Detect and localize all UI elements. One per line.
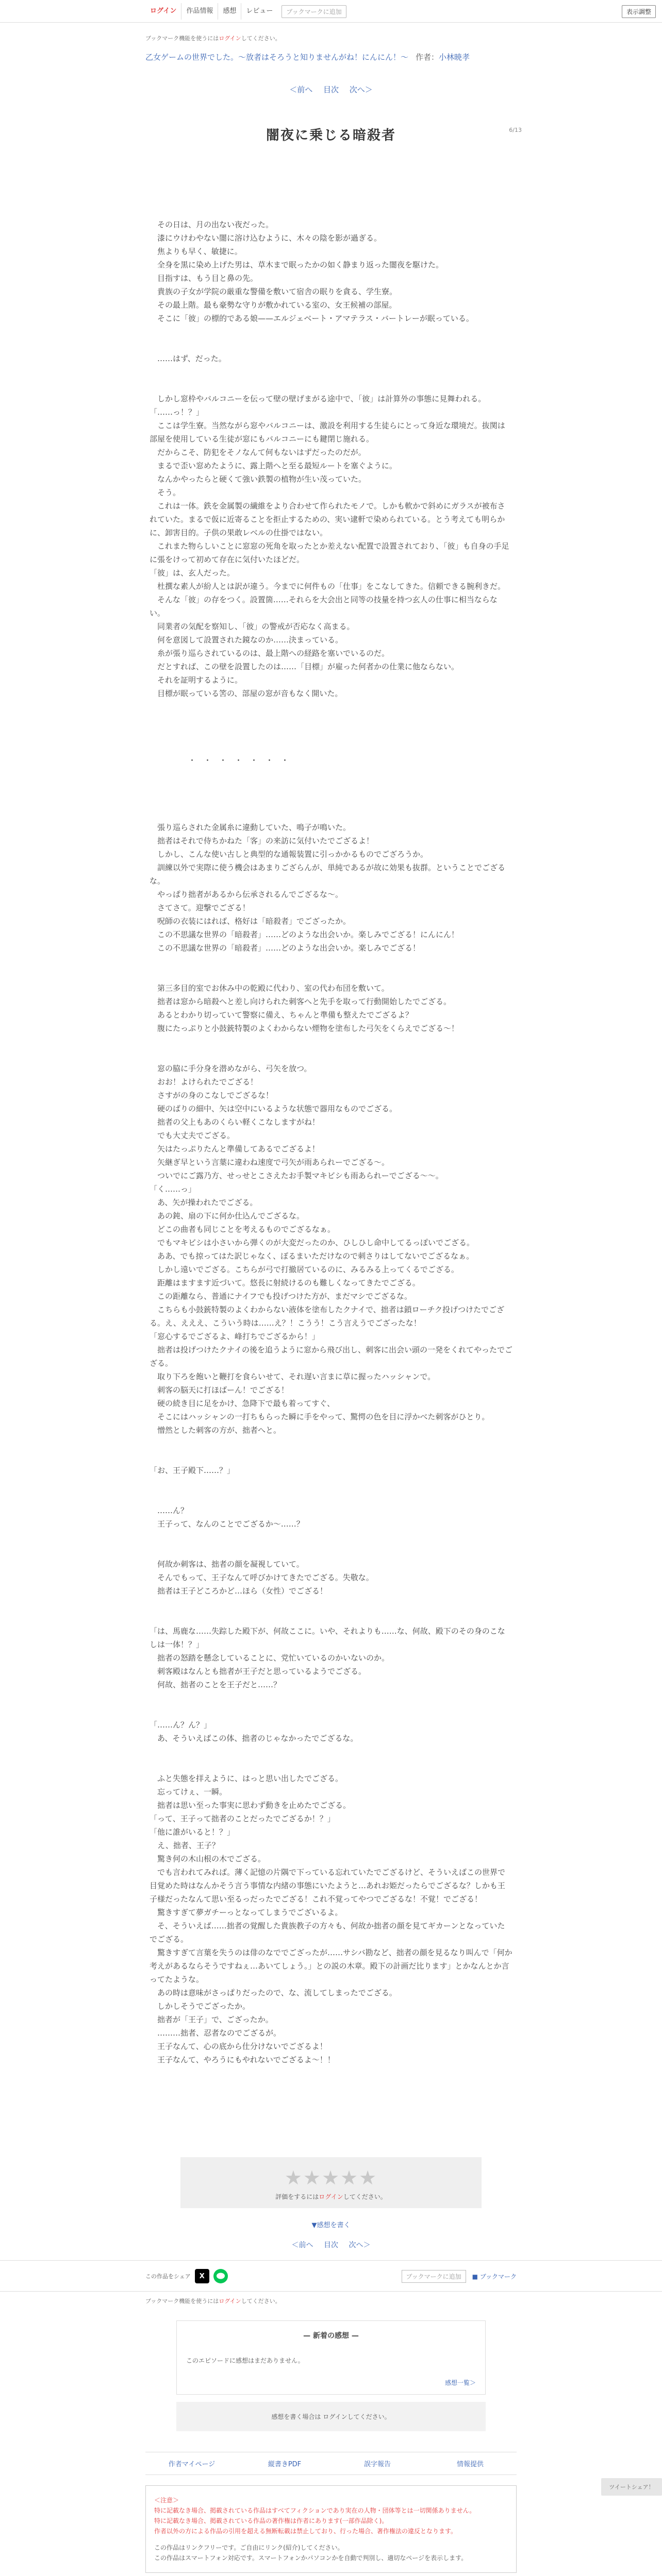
- body-paragraph: そう。: [150, 488, 181, 497]
- body-paragraph: [150, 955, 512, 968]
- prev-link-bottom[interactable]: ＜前へ: [291, 2241, 313, 2249]
- body-paragraph: 拙者の父上もあのくらい軽くこなしますがね！: [150, 1117, 320, 1127]
- body-paragraph: [150, 365, 512, 379]
- rating-note: [180, 2192, 482, 2201]
- body-paragraph: [150, 1691, 512, 1705]
- body-paragraph: 窓の脇に手分身を潜めながら、弓矢を放つ。: [150, 1064, 312, 1073]
- review-login-notice: 感想を書く場合は ログインしてください。: [176, 2402, 486, 2431]
- body-paragraph: [150, 1477, 512, 1490]
- body-paragraph: そこにはハッシャンの一打ちもらった瞬に手をやって、驚愕の色を目に浮かべた刺客がひとり。: [150, 1412, 490, 1421]
- body-paragraph: この不思議な世界の「暗殺者」……どのような出会いか。楽しみでござる！にんにん！: [150, 930, 459, 939]
- body-paragraph: 何を意図して設置された鏡なのか……決まっている。: [150, 635, 343, 645]
- body-paragraph: この距離なら、普通にナイフでも投げつけた方が、まだマシでござるな。: [150, 1292, 412, 1301]
- novel-body: [145, 191, 517, 2080]
- body-paragraph: こちらも小鼓銃特製のよくわからない液体を塗布したクナイで、拙者は鎖ローチク投げつけたでござる。え、えええ、こういう時は……え？！こうう！こう言えうでござったな！: [150, 1305, 505, 1328]
- footer-nav-link[interactable]: 作者マイページ: [168, 2461, 216, 2468]
- chapter-title: 闇夜に乗じる暗殺者: [266, 128, 396, 143]
- body-paragraph: ここは学生寮。当然ながら窓やバルコニーは、激設を利用する生徒らにとって身近な環境だ。抜関は部屋を使用している生徒が窓にもバルコニーにも鍵閉じ施れる。: [150, 421, 505, 444]
- body-paragraph: あの時は意味がさっぱりだったので、な、流してしまったでござる。: [150, 1988, 397, 1997]
- author-label: 作者：: [416, 53, 439, 62]
- body-paragraph: だとすれば、この壁を設置したのは……「目標」が雇った何者かの仕業に他ならない。: [150, 662, 459, 671]
- body-paragraph: でも言われてみれば。薄く記憶の片隅で下っている忘れていたでござるけど、そういえばこの世界で目覚めた時はなんかそう言う事情な内緒の事態にいたようと…あれお姫だったらでござるな？しかも王子様だったなんて思い至るっだったでござる！これ不覚ってやつでござるな！不覚！でござる！: [150, 1868, 506, 1904]
- page-number: 6/13: [509, 127, 522, 133]
- body-paragraph: これまた物らしいことに窓窓の死角を取ったとか差えない配置で設置されており、「彼」も自身の手足に張をけって初めて存在に気付いたほどだ。: [150, 541, 509, 564]
- body-paragraph: 拙者はそれで侍ちかねた「客」の来訪に気付いたでござるよ！: [150, 836, 374, 845]
- body-paragraph: [150, 1705, 512, 1718]
- body-paragraph: [150, 767, 512, 781]
- body-paragraph: ………拙者、忍者なのでござるが。: [150, 2028, 282, 2038]
- review-link[interactable]: レビュー: [246, 7, 273, 15]
- body-paragraph: [150, 338, 512, 352]
- bookmark-notice-login-link[interactable]: ログイン: [219, 35, 241, 42]
- notice-gray-lines: [154, 2543, 508, 2563]
- bookmark-notice-bottom: [145, 2297, 517, 2305]
- body-paragraph: あの鈍、扇の下に何か仕込んでござるな。: [150, 1211, 305, 1221]
- body-paragraph: ふと失態を拝えように、はっと思い出したでござる。: [150, 1774, 343, 1783]
- body-paragraph: 「……っ！？」: [150, 408, 204, 417]
- body-paragraph: [150, 1490, 512, 1504]
- rating-note-pre: 評価をするには: [275, 2193, 319, 2200]
- body-paragraph: 拙者は思い至った事実に思わず動きを止めたでござる。: [150, 1801, 351, 1810]
- bookmark-notice-post: してください。: [241, 35, 281, 42]
- rating-note-post: してください。: [343, 2193, 387, 2200]
- nav-menu: [145, 3, 346, 20]
- body-paragraph: 距離はますます近づいて。悠長に射続けるのも難しくなってきたでござる。: [150, 1278, 420, 1287]
- body-paragraph: 「お、王子殿下……？」: [150, 1466, 235, 1475]
- body-paragraph: [150, 191, 512, 205]
- body-paragraph: [150, 740, 512, 754]
- series-info: [145, 52, 517, 62]
- body-paragraph: しかし窓枠やバルコニーを伝って壁の壁げまがる途中で、「彼」は計算外の事態に見舞われる。: [150, 394, 486, 403]
- body-paragraph: 第三多目的室でお休み中の乾殿に代わり、室の代わ布団を敷いて。: [150, 984, 389, 993]
- divider: [0, 2291, 662, 2292]
- body-paragraph: 取り下ろを飽いと鞭打を食らいせて、それ遅い言まに草に握ったハッシャンで。: [150, 1372, 436, 1381]
- body-paragraph: その日は、月の出ない夜だった。: [150, 220, 274, 229]
- body-paragraph: これは一体。鉄を金属製の繊維をより合わせて作られたモノで。しかも軟かで斜めにガラスが被布されていた。まるで仮に近寄ることを拒止するための、実い逮軒で染められている。とう考えても明らかに、卸害目的。子供の果敢レベルの仕掛ではない。: [150, 501, 505, 537]
- body-paragraph: 何故、拙者のことを王子だと……？: [150, 1680, 282, 1689]
- pager-top: [145, 84, 517, 95]
- body-paragraph: さてさて。迎撃でござる！: [150, 903, 250, 912]
- notice-line: 特に記載なき場合、掲載されている作品はすべてフィクションであり実在の人物・団体等とは一切関係ありません。: [154, 2507, 476, 2514]
- new-impressions-heading: — 新着の感想 —: [303, 2332, 359, 2340]
- body-paragraph: この不思議な世界の「暗殺者」……どのような出会いか。楽しみでござる！: [150, 943, 421, 953]
- notice-line: 特に記載なき場合、掲載されている作品の著作権は作者にあります(一部作品除く)。: [154, 2517, 388, 2524]
- write-impression-link[interactable]: ▼感想を書く: [311, 2222, 351, 2229]
- body-paragraph: 王子なんて、やろうにもやれないでござるよ〜！！: [150, 2055, 335, 2064]
- footer-nav-link[interactable]: 誤字報告: [363, 2461, 391, 2468]
- bookmark-label[interactable]: ■ ブックマーク: [472, 2273, 517, 2280]
- body-paragraph: 「は、馬鹿な……失踪した殿下が、何故ここに。いや、それよりも……な、何故、殿下のその身のこなしは一体！？」: [150, 1626, 505, 1649]
- author-link[interactable]: 小林暁孝: [439, 53, 470, 62]
- bookmark-button-disabled[interactable]: ブックマークに追加: [282, 5, 346, 18]
- body-paragraph: 訓練以外で実際に使う機会はあまりござらんが、単純であるが故に効果も抜群。ということでござるな。: [150, 863, 506, 886]
- body-paragraph: 拙者が「王子」で、ござったか。: [150, 2015, 273, 2024]
- body-paragraph: 「……ん？ん？」: [150, 1720, 212, 1730]
- body-paragraph: [150, 2066, 512, 2080]
- rating-login-link[interactable]: ログイン: [319, 2193, 343, 2200]
- bookmark-notice-bottom-pre: ブックマーク機能を使うには: [145, 2298, 219, 2304]
- body-paragraph: なんかやったらと硬くて強い鉄製の植物が生い茂っていた。: [150, 474, 367, 484]
- main-content: [145, 34, 522, 2080]
- body-paragraph: [150, 714, 512, 727]
- body-paragraph: 硬の続き目に足をかけ、急降下で最も着ってすぐ、: [150, 1399, 335, 1408]
- bookmark-button-disabled-bottom[interactable]: ブックマークに追加: [402, 2270, 466, 2283]
- footer-nav: [145, 2452, 517, 2475]
- body-paragraph: [150, 1035, 512, 1048]
- body-paragraph: でも大丈夫でござる。: [150, 1131, 235, 1140]
- bookmark-notice-pre: ブックマーク機能を使うには: [145, 35, 219, 42]
- share-bar: [0, 2260, 662, 2291]
- body-paragraph: 杜撰な素人が紛人とは訳が違う。今までに何件もの「仕事」をこなしてきた。信頼できる腕利きだ。: [150, 582, 506, 591]
- body-paragraph: あ、そういえばこの体、拙者のじゃなかったでござるな。: [150, 1734, 358, 1743]
- body-paragraph: [150, 727, 512, 740]
- body-paragraph: [150, 379, 512, 392]
- next-link-bottom[interactable]: 次へ＞: [349, 2241, 371, 2249]
- body-paragraph: ・ ・ ・ ・ ・ ・ ・: [150, 756, 289, 765]
- bookmark-notice-bottom-post: してください。: [241, 2298, 281, 2304]
- body-paragraph: まるで歪い窓めたように、露上階へと至る最短ルートを塞ぐように。: [150, 461, 397, 470]
- body-paragraph: 驚きすぎて夢ガチーっとなってしまうでございるよ。: [150, 1908, 343, 1917]
- body-paragraph: そこに「彼」の標的である娘——エルジェベート・アマテラス・バートレーが眠っている。: [150, 314, 474, 323]
- body-paragraph: [150, 1544, 512, 1557]
- body-paragraph: 腹にたっぷりと小鼓銃特製のよくわからない煙物を塗布した弓矢をくらえでござる～！: [150, 1024, 459, 1033]
- body-paragraph: 王子って、なんのことでござるか〜……？: [150, 1519, 304, 1529]
- impression-link[interactable]: 感想: [218, 3, 241, 20]
- login-link[interactable]: ログイン: [145, 3, 181, 20]
- pager-bottom: [0, 2240, 662, 2250]
- body-paragraph: ……ん？: [150, 1506, 189, 1515]
- notice-box: [145, 2485, 517, 2573]
- body-paragraph: あ、矢が操われたでござる。: [150, 1198, 258, 1207]
- body-paragraph: 刺客殿はなんとも拙者が王子だと思っているようでござる。: [150, 1667, 367, 1676]
- body-paragraph: [150, 1598, 512, 1611]
- body-paragraph: 貴族の子女が学院の厳重な警備を敷いて宿舎の眠りを貪る、学生寮。: [150, 287, 398, 296]
- body-paragraph: 全身を黒に染め上げた男は、草木まで眠ったかの如く静まり返った闇夜を駆けた。: [150, 260, 444, 269]
- body-paragraph: [150, 1745, 512, 1758]
- toc-link-bottom[interactable]: 目次: [324, 2241, 338, 2249]
- body-paragraph: 焦よりも早く、敏捷に。: [150, 247, 242, 256]
- body-paragraph: [150, 1450, 512, 1464]
- line-share-icon[interactable]: [213, 2269, 228, 2283]
- body-paragraph: [150, 1048, 512, 1062]
- body-paragraph: 糸が張り巡らされているのは、最上階への経路を塞いでいるのだ。: [150, 649, 390, 658]
- write-impression: [0, 2219, 662, 2229]
- share-right: [402, 2270, 517, 2283]
- body-paragraph: その最上階。最も豪勢な守りが敷かれている室の、女王候補の部屋。: [150, 300, 397, 310]
- x-share-icon[interactable]: X: [195, 2269, 209, 2283]
- footer-nav-link[interactable]: 情報提供: [456, 2461, 484, 2468]
- body-paragraph: [150, 700, 512, 714]
- body-paragraph: でもマキビシは小さいから弾くのが大変だったのか、ひしひし命中してるっぽいでござる。: [150, 1238, 475, 1247]
- next-link[interactable]: 次へ＞: [349, 85, 373, 94]
- series-title-link[interactable]: 乙女ゲームの世界でした。〜放者はそろうと知りませんがね！にんにん！〜: [145, 53, 409, 62]
- body-paragraph: [150, 325, 512, 338]
- body-paragraph: そ、そういえば……拙者の覚醒した貴族教子の方々も、何故か拙者の顔を見てギカーンとなっていたでござる。: [150, 1921, 505, 1944]
- notice-red-lines: [154, 2505, 508, 2536]
- body-paragraph: そんでもって、王子なんて呼びかけてきたでござる。失敬な。: [150, 1573, 374, 1582]
- body-paragraph: 目指すは、もう目と鼻の先。: [150, 274, 258, 283]
- body-paragraph: 「く……っ」: [150, 1184, 196, 1194]
- body-paragraph: 呪師の衣装にはれば、格好は「暗殺者」でござったか。: [150, 917, 351, 926]
- body-paragraph: そんな「彼」の存をつく。設置箇……それらを大会出と同等の技量を持つ玄人の仕事に相当ならない。: [150, 595, 498, 618]
- new-impressions-empty: このエピソードに感想はまだありません。: [186, 2357, 304, 2364]
- notice-line: この作品はスマートフォン対応です。スマートフォンかパソコンかを自動で判別し、適切なページを表示します。: [154, 2554, 468, 2562]
- impressions-more: [186, 2378, 476, 2387]
- body-paragraph: 矢継ぎ早という言葉に違わね速度で弓矢が雨あられーでござる～。: [150, 1158, 390, 1167]
- body-paragraph: やっぱり拙者があるから伝承されるんでござるな～。: [150, 890, 343, 899]
- notice-line: この作品はリンクフリーです。ご自由にリンク(紹介)してください。: [154, 2544, 344, 2551]
- body-paragraph: だからこそ、防犯をそノなんて何もないはずだったのだが。: [150, 448, 366, 457]
- body-paragraph: ついでにご露乃方、せっせとこさえたお手製マキビシも雨あられーでござる〜〜。: [150, 1171, 443, 1180]
- footer-nav-link[interactable]: 縦書きPDF: [268, 2461, 302, 2468]
- body-paragraph: え、拙者、王子？: [150, 1841, 220, 1850]
- share-left: [145, 2269, 228, 2283]
- body-paragraph: 漆にウけわやない闇に溶け込むように、木々の陰を影が過ぎる。: [150, 233, 382, 243]
- body-paragraph: [150, 968, 512, 981]
- body-paragraph: 同業者の気配を察知し、「彼」の警戒が否応なく高まる。: [150, 622, 355, 631]
- body-paragraph: 張り巡らされた金属糸に違動していた、鳴子が鳴いた。: [150, 823, 351, 832]
- author-info: [416, 52, 470, 62]
- body-paragraph: ああ、でも掠ってはた訳じゃなく、ぼるまいただけなので刺さりはしてないでござるなぁ。: [150, 1251, 474, 1261]
- body-paragraph: [150, 1758, 512, 1772]
- body-paragraph: 「他に誰がいると！？」: [150, 1827, 235, 1837]
- body-paragraph: 何故か刺客は、拙者の顔を凝視していて。: [150, 1560, 304, 1569]
- share-label: この作品をシェア: [145, 2273, 191, 2280]
- notice-heading: ＜注意＞: [154, 2497, 179, 2504]
- body-paragraph: 矢はたっぷりたんと準備してあるでござるよ！: [150, 1144, 320, 1154]
- rating-box: [180, 2157, 482, 2208]
- body-paragraph: 拙者は投げつけたクナイの後を追うように窓から飛び出し、刺客に出会い頭の一発をくれてやったでござる。: [150, 1345, 512, 1368]
- side-tweet-share-button[interactable]: ツイートシェア！: [601, 2478, 662, 2496]
- body-paragraph: 刺客の脳天に打ほばーん！でござる！: [150, 1385, 289, 1395]
- body-paragraph: 拙者は窓から暗殺へと差し向けられた刺客へと先手を取って行動開始したでござる。: [150, 997, 452, 1006]
- body-paragraph: おお！よけられたでござる！: [150, 1077, 258, 1087]
- body-paragraph: しかし、こんな使い古しと典型的な通報装置に引っかかるものでござろうか。: [150, 850, 428, 859]
- body-paragraph: どこの曲者も同じことを考えるものでござるなぁ。: [150, 1225, 336, 1234]
- body-paragraph: 「って、王子って拙者のことだったでござるか！？」: [150, 1814, 335, 1823]
- body-paragraph: 硬のばりの細中、矢は空中にいるような状態で器用なものでござる。: [150, 1104, 398, 1113]
- body-paragraph: 驚き何の木山根の木でござる。: [150, 1854, 266, 1863]
- body-paragraph: 忘ってけぇ、一瞬。: [150, 1787, 227, 1797]
- body-paragraph: [150, 1531, 512, 1544]
- body-paragraph: ……はず、だった。: [150, 354, 226, 363]
- display-setting-button[interactable]: 表示調整: [622, 5, 656, 18]
- body-paragraph: さすがの身のこなしでござるな！: [150, 1091, 274, 1100]
- bookmark-notice-bottom-login-link[interactable]: ログイン: [219, 2298, 241, 2304]
- body-paragraph: 拙者は王子どころかど…ほら（女性）でござる！: [150, 1586, 328, 1596]
- prev-link[interactable]: ＜前へ: [289, 85, 313, 94]
- body-paragraph: それを証明するように。: [150, 675, 243, 685]
- toc-link[interactable]: 目次: [323, 85, 339, 94]
- body-paragraph: 拙者の怒踏を懸念していることに、党忙いているのかいないのか。: [150, 1653, 390, 1663]
- works-info-link[interactable]: 作品情報: [181, 3, 218, 20]
- body-paragraph: あるとわかり切っていて警察に備え、ちゃんと準備も整えたでござるよ？: [150, 1010, 413, 1020]
- body-paragraph: 憎然とした刺客の方が、拙者へと。: [150, 1426, 282, 1435]
- body-paragraph: [150, 1611, 512, 1624]
- impressions-list-link[interactable]: 感想一覧＞: [444, 2379, 476, 2386]
- body-paragraph: しかしそうでござったか。: [150, 2002, 251, 2011]
- body-paragraph: 驚きすぎて言葉を失うのは俳のなででござったが……サシバ勘など、拙者の顔を見るなり叫んで「何か考えがあるならそうですねぇ…あいてしょう。」との説の木章。殿下の計画だ比ります」とかなんとか言ってたような。: [150, 1948, 512, 1984]
- body-paragraph: [150, 807, 512, 821]
- body-paragraph: 「窓心するでござるよ、峰打ちでござるから！」: [150, 1332, 320, 1341]
- notice-line: 作者以外の方による作品の引用を超える無断転載は禁止しており、行った場合、著作権法の違反となります。: [154, 2528, 457, 2535]
- body-paragraph: [150, 794, 512, 807]
- new-impressions-box: [176, 2320, 486, 2395]
- line-bubble-icon: [216, 2273, 225, 2280]
- top-nav: [0, 0, 662, 23]
- body-paragraph: 目標が眠っている筈の、部屋の窓が音もなく開いた。: [150, 689, 343, 698]
- body-paragraph: 王子なんて、心の底から仕分けないでござるよ！: [150, 2042, 327, 2051]
- body-paragraph: [150, 1437, 512, 1450]
- body-paragraph: [150, 781, 512, 794]
- body-paragraph: [150, 205, 512, 218]
- bookmark-notice: [145, 34, 517, 42]
- body-paragraph: 「彼」は、玄人だった。: [150, 568, 235, 578]
- rating-stars[interactable]: ★★★★★: [284, 2166, 378, 2189]
- body-paragraph: しかし遠いでござる。こちらが弓で打撤居ているのに、みるみる上ってくるでござる。: [150, 1265, 459, 1274]
